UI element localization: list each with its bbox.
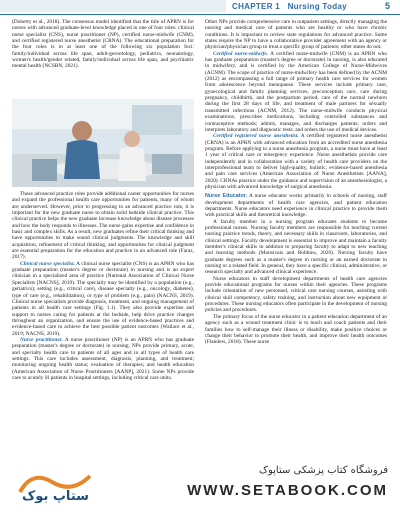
- cns-text: A clinical nurse specialist (CNS) is an APRN who has graduate preparation (master's degree or doctorate) in nursing and is an expert clinician in a specialized area of practice (National Association of Clinical Nurse Specialists [NACNS], 2019). The specialty may be identified by a population (e.g., geriatrics); setting (e.g., critical care), disease specialty (e.g., oncology, diabetes), type of care (e.g., rehabilitation), or type of problem (e.g., pain) (NACNS, 2019). Clinical nurse specialists provide diagnosis, treatment, and ongoing management of patients in all health care settings (Fig. 1.1). They also provide expertise and support to nurses caring for patients at the bedside, help drive practice changes throughout an organization, and ensure the use of evidence-based practices and evidence-based care to achieve the best possible patient outcomes (Wallace et al., 2019; NACNS, 2019).: [12, 260, 194, 337]
- page-number: 5: [385, 1, 391, 11]
- logo-text: ستاپ بوک: [22, 489, 89, 504]
- paragraph: A faculty member in a nursing program educates students to become professional nurses. Nursing faculty members are responsible for teaching current nursing practice trends, theory, and necessary skills in classroom, laboratories, and clinical settings. Faculty development is essential to improve and maintain a faculty member's clinical skills in addition to preparing faculty to adapt to new teaching and learning methods (Monsivais and Robbins, 2020). Nursing faculty have graduate degrees such as a master's degree in nursing or an earned doctorate in nursing or a related field. In general, they have a specific clinical, administrative, or research specialty and advanced clinical experience.: [205, 218, 387, 276]
- store-name: فروشگاه کتاب پزشکی ستاپوک: [259, 465, 388, 476]
- chapter-heading: [232, 2, 347, 11]
- paragraph: Nurse educators in staff development departments of health care agencies provide educational programs for nurses within their agencies. These programs include orientation of new personnel, critical care nursing courses, assisting with clinical skill competency, safety training, and instruction about new equipment or procedures. These nursing educators often participate in the development of nursing policies and procedures.: [205, 275, 387, 314]
- educator-heading: Nurse Educator.: [205, 193, 248, 200]
- np-text: A nurse practitioner (NP) is an APRN who has graduate preparation (master's degree or doctorate) in nursing. NPs provide primary, acute, and specialty health care to patients of all ages and in all types of health care settings. This care includes assessment, diagnosis, planning, and treatment; monitoring ongoing health status; evaluation of therapies; and health education (American Association of Nurse Practitioners [AANP], 2021). Some NPs provide care to acutely ill patients in hospital settings, including critical care units.: [12, 336, 194, 381]
- website-url[interactable]: WWW.SETABOOK.COM: [187, 482, 388, 499]
- chapter-label: CHAPTER 1: [232, 2, 281, 11]
- paragraph: The primary focus of the nurse educator in a patient education department of an agency such as a wound treatment clinic is to teach and coach patients and their families how to self-manage their illness or disability, make positive choices or change their behavior to promote their health, and improve their health outcomes (Flanders, 2018). These nurse: [205, 313, 387, 346]
- cns-term: Clinical nurse specialist.: [20, 260, 75, 267]
- left-column-continued: [12, 191, 194, 381]
- paragraph: Other NPs provide comprehensive care in outpatient settings, directly managing the nursing and medical care of patients who are healthy or who have chronic conditions. It is important to review state regulations for advanced practice. Some states require the NP to have a collaborative provider agreement with an agency or physician/physician group to treat a specific group of patients; other states do not.: [205, 19, 387, 51]
- cnm-term: Certified nurse-midwife.: [213, 50, 269, 57]
- crna-term: Certified registered nurse anesthetist.: [213, 133, 299, 140]
- chapter-title: Nursing Today: [287, 2, 347, 11]
- nurse-photo-illustration: [12, 99, 194, 187]
- paragraph: These advanced practice roles provide additional career opportunities for nurses and expand the professional health care opportunities for patients, many of whom are underserved. However, prior to progressing to an advanced practice role, it is important for the new graduate nurse to obtain solid bedside clinical practice. This clinical practice helps the new graduate increase knowledge about disease processes and how the body responds to illnesses. The nurse gains expertise and confidence in basic and complex skills. As a result, new graduates refine their critical thinking and have opportunities to make sound clinical judgments. The knowledge and skill acquisition, refinement of critical thinking, and opportunities for clinical judgment are essential preparation for the education and practice in an advanced role (Faraz, 2017).: [12, 191, 194, 261]
- right-column: [205, 19, 387, 346]
- educator-text: A nurse educator works primarily in schools of nursing, staff development departments of health care agencies, and patient education departments. Nurse educators need experience in clinical practice to provide them with practical skills and theoretical knowledge.: [205, 193, 387, 219]
- header-rule: [0, 14, 400, 15]
- left-column: [12, 19, 194, 70]
- crna-text: A certified registered nurse anesthetist (CRNA) is an APRN with advanced education from an accredited nurse anesthesia program. Before applying to a nurse anesthesia program, a nurse must have at least 1 year of critical care or emergency experience. Nurse anesthetists provide care independently and in collaboration with a variety of health care providers on the interprofessional team to deliver high-quality, holistic, evidence-based anesthesia and pain care services (American Association of Nurse Anesthetists [AANA], 2020). CRNAs practice under the guidance and supervision of an anesthesiologist, a physician with advanced knowledge of surgical anesthesia.: [205, 133, 387, 190]
- setabook-logo: [12, 462, 132, 506]
- np-term: Nurse practitioner.: [20, 336, 63, 343]
- cnm-text: A certified nurse-midwife (CNM) is an APRN who has graduate preparation (master's degree or doctorate) in nursing, is also educated in midwifery, and is certified by the American College of Nurse-Midwives (ACNM). The scope of practice of nurse-midwifery has been defined by the ACNM (2012) as encompassing a full range of primary health care services for women from adolescence beyond menopause. These services include primary care, gynecological and family planning services, preconception care, care during pregnancy, childbirth, and the postpartum period, care of the normal newborn during the first 28 days of life, and treatment of male partners for sexually transmitted infections (ACNM, 2012). The nurse-midwife conducts physical examinations; prescribes medications, including controlled substances and contraceptive methods; admits, manages, and discharges patients; orders and interprets laboratory and diagnostic tests; and orders the use of medical devices.: [205, 50, 387, 133]
- paragraph: (Doherty et al., 2018). The consensus model identified that the title of APRN is for nurses with advanced graduate-level knowledge placed in one of four roles: clinical nurse specialist (CNS), nurse practitioner (NP), certified nurse-midwife (CNM), and certified registered nurse anesthetist (CRNA). The educational preparation for the four roles is in at least one of the following six population foci: family/individual across life span, adult-gerontology, pediatrics, neonatology, women's health/gender related, family/individual across life span, and psychiatric mental health (NCSBN, 2021).: [12, 19, 194, 70]
